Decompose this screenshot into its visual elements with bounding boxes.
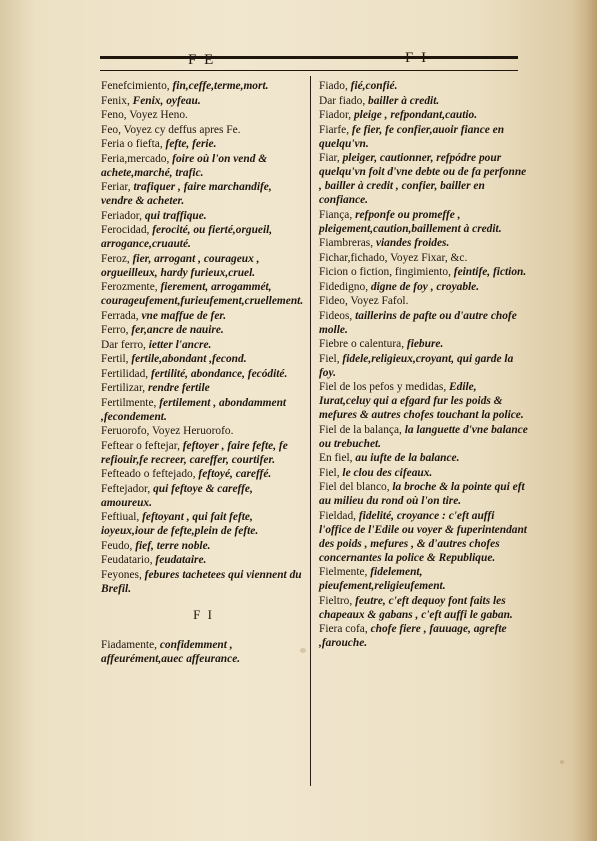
section-heading: F I [193,606,214,622]
entry-text [101,180,306,208]
dictionary-entry [101,439,306,467]
entry-definition: fin,ceffe,terme,mort. [172,80,269,92]
right-entry-list [319,79,529,650]
entry-text [319,94,529,108]
entry-text [101,94,306,108]
entry-text [319,480,529,508]
entry-headword: Fiel de la balança, [319,423,405,436]
entry-headword: Fideo, Voyez Fafol. [319,295,409,307]
entry-headword: Fiarfe, [319,123,352,136]
entry-text [101,108,306,122]
dictionary-entry [101,280,306,308]
entry-headword: Ferocidad, [101,224,153,236]
entry-definition: viandes froides. [375,237,450,249]
entry-headword: Feriador, [101,209,145,222]
entry-text [101,510,306,538]
dictionary-entry [101,309,306,323]
dictionary-entry [319,108,529,122]
entry-definition: fidelité, croyance : c'eft auffi l'office de l'Edile ou voyer & fuperintendant des poids , mefures , & d'autres chofes concernantes la police & Republique. [319,509,527,564]
entry-text [101,638,306,666]
entry-headword: Fertil, [101,353,132,365]
entry-headword: Fiar, [319,152,343,164]
entry-definition: trafiquer , faire marchandife, vendre & acheter. [101,181,272,207]
entry-headword: Feyones, [101,568,145,581]
entry-text [101,424,306,438]
entry-text [319,309,529,337]
entry-headword: Feria o fiefta, [101,138,166,150]
dictionary-entry [319,565,529,593]
dictionary-entry [101,338,306,352]
entry-definition: ietter l'ancre. [148,338,212,351]
entry-text [319,352,529,380]
dictionary-entry [101,137,306,151]
entry-text [101,209,306,223]
entry-headword: Feo, Voyez cy deffus apres Fe. [101,123,241,136]
entry-text [319,337,529,351]
entry-text [319,294,529,308]
dictionary-entry [319,280,529,294]
entry-definition: fidele,religieux,croyant, qui garde la foy. [319,352,514,379]
dictionary-entry [319,480,529,508]
dictionary-entry [101,180,306,208]
dictionary-entry [319,622,529,650]
dictionary-entry [101,482,306,510]
entry-headword: En fiel, [319,452,356,464]
entry-headword: Fiebre o calentura, [319,338,407,350]
entry-headword: Ferro, [101,324,132,336]
entry-definition: fier, arrogant , courageux , orgueilleux, hardy furieux,cruel. [101,252,260,279]
entry-definition: fierement, arrogammét, courageufement,furieufement,cruellement. [101,281,304,307]
entry-text [101,367,306,381]
entry-text [319,208,529,236]
entry-headword: Feroz, [101,252,133,265]
right-column [319,79,529,651]
entry-headword: Feftear o feftejar, [101,439,183,452]
entry-definition: fiebure. [406,338,444,350]
entry-definition: fertilité, abondance, fecódité. [150,367,288,380]
entry-headword: Fieltro, [319,594,356,607]
entry-text [319,79,529,93]
entry-definition: fertilement , abondamment ,fecondement. [101,396,287,423]
entry-text [319,236,529,250]
entry-text [319,423,529,451]
entry-headword: Fiador, [319,109,354,121]
dictionary-entry [101,396,306,424]
entry-text [101,539,306,553]
dictionary-entry [101,223,306,251]
entry-definition: fief, terre noble. [135,539,211,552]
dictionary-entry [101,424,306,438]
dictionary-entry [319,151,529,207]
entry-headword: Feftiual, [101,511,143,523]
entry-definition: la broche & la pointe qui eft au milieu du rond où l'on tire. [319,481,525,507]
entry-text [101,352,306,366]
entry-text [101,79,306,93]
entry-definition: fefte, ferie. [165,138,217,150]
dictionary-entry [319,265,529,279]
dictionary-entry [101,123,306,137]
entry-text [101,309,306,323]
entry-definition: au iufte de la balance. [355,452,460,464]
paper-stain [560,760,564,764]
entry-definition: feudataire. [155,554,207,566]
entry-text [319,108,529,122]
dictionary-entry [101,638,306,666]
entry-text [319,151,529,207]
entry-definition: feftoyé, careffé. [198,468,272,480]
entry-headword: Fiado, [319,80,351,92]
entry-headword: Fertilizar, [101,382,148,394]
entry-definition: fertile,abondant ,fecond. [131,353,247,365]
entry-text [101,467,306,481]
dictionary-entry [101,381,306,395]
entry-headword: Ferrada, [101,309,142,322]
entry-headword: Dar ferro, [101,338,149,351]
entry-headword: Fiambreras, [319,237,376,249]
entry-headword: Fiera cofa, [319,623,371,635]
dictionary-entry [319,451,529,465]
dictionary-entry [101,539,306,553]
dictionary-entry [101,323,306,337]
entry-definition: bailler à credit. [368,94,440,107]
header-right: F I [405,50,429,66]
entry-text [101,137,306,151]
left-column [101,79,306,666]
entry-text [101,381,306,395]
entry-headword: Dar fiado, [319,94,369,107]
entry-definition: qui traffique. [144,209,207,222]
dictionary-entry [101,79,306,93]
entry-text [101,323,306,337]
entry-headword: Ficion o fiction, fingimiento, [319,266,454,278]
entry-definition: fié,confié. [350,80,398,92]
entry-headword: Feno, Voyez Heno. [101,109,188,121]
entry-definition: fer,ancre de nauire. [131,324,224,336]
entry-definition: pleiger, cautionner, refpódre pour quelqu'vn foit d'vne debte ou de fa perfonne , bailler à credit , confier, bailler en confiance. [319,152,527,206]
entry-text [319,380,529,422]
entry-text [101,553,306,567]
entry-headword: Fiel, [319,466,343,479]
dictionary-entry [101,467,306,481]
entry-definition: pleige , refpondant,cautio. [353,109,478,121]
entry-definition: ferocité, ou fierté,orgueil, arrogance,cruauté. [101,224,273,250]
dictionary-entry [101,252,306,280]
dictionary-entry [319,94,529,108]
entry-text [319,265,529,279]
entry-text [101,223,306,251]
dictionary-entry [101,108,306,122]
dictionary-entry [319,423,529,451]
dictionary-entry [319,309,529,337]
entry-text [319,123,529,151]
dictionary-entry [319,294,529,308]
entry-headword: Fieldad, [319,509,359,522]
entry-headword: Ferozmente, [101,281,161,293]
dictionary-entry [319,509,529,565]
entry-headword: Fichar,fichado, Voyez Fixar, &c. [319,251,468,264]
entry-headword: Fiel del blanco, [319,481,393,493]
dictionary-entry [101,367,306,381]
entry-headword: Fefteado o feftejado, [101,468,199,480]
dictionary-entry [319,380,529,422]
entry-headword: Feria,mercado, [101,152,173,165]
entry-definition: le clou des cifeaux. [342,466,433,479]
entry-definition: qui feftoye & careffe, amoureux. [101,482,253,509]
entry-headword: Fertilidad, [101,367,151,380]
entry-text [101,482,306,510]
dictionary-entry [101,209,306,223]
dictionary-entry [319,208,529,236]
entry-text [101,568,306,596]
entry-headword: Fenix, [101,94,133,107]
dictionary-entry [101,152,306,180]
entry-definition: feftoyer , faire fefte, fe refiouir,fe recreer, careffer, courtifer. [101,439,288,466]
dictionary-entry [319,466,529,480]
entry-headword: Feruorofo, Voyez Heruorofo. [101,425,234,437]
entry-text [319,509,529,565]
entry-definition: rendre fertile [148,382,210,394]
entry-definition: confidemment , affeurément,auec affeurance. [101,638,241,665]
dictionary-entry [319,123,529,151]
dictionary-entry [101,568,306,596]
dictionary-entry [319,236,529,250]
entry-text [101,338,306,352]
dictionary-entry [319,251,529,265]
entry-text [101,280,306,308]
left-after-section-list [101,638,306,666]
entry-text [319,565,529,593]
entry-definition: feintife, fiction. [453,266,527,278]
entry-definition: refponfe ou promeffe , pleigement,caution,baillement à credit. [319,208,502,235]
entry-text [319,622,529,650]
entry-text [319,466,529,480]
entry-headword: Feudatario, [101,554,156,566]
entry-text [319,594,529,622]
entry-definition: fe fier, fe confier,auoir fiance en quelqu'vn. [319,123,505,150]
entry-text [101,152,306,180]
left-entry-list [101,79,306,596]
dictionary-entry [101,510,306,538]
entry-headword: Fiança, [319,208,356,221]
entry-definition: feutre, c'eft dequoy font faits les chapeaux & gabans , c'eft auffi le gaban. [319,594,513,621]
entry-headword: Fiel de los pefos y medidas, [319,381,450,393]
entry-headword: Feriar, [101,181,134,193]
dictionary-entry [319,594,529,622]
entry-text [101,123,306,137]
entry-definition: chofe fiere , fauuage, agrefte ,farouche. [319,623,507,649]
entry-headword: Feudo, [101,539,136,552]
entry-definition: Fenix, oyfeau. [132,94,201,107]
entry-definition: la languette d'vne balance ou trebuchet. [319,423,528,450]
entry-headword: Fertilmente, [101,396,160,409]
entry-text [101,252,306,280]
dictionary-entry [319,352,529,380]
entry-definition: taillerins de pafte ou d'autre chofe molle. [319,309,517,336]
entry-headword: Feftejador, [101,482,154,495]
entry-headword: Fideos, [319,309,356,322]
entry-definition: feftoyant , qui fait fefte, ioyeux,iour de fefte,plein de fefte. [101,511,259,537]
entry-definition: fidelement, pieufement,religieufement. [319,566,446,592]
entry-headword: Fenefcimiento, [101,80,173,92]
entry-definition: Edile, Iurat,celuy qui a efgard fur les poids & mefures & autres chofes touchant la police. [319,381,524,421]
column-divider [310,76,311,786]
entry-headword: Fiel, [319,352,343,365]
entry-headword: Fidedigno, [319,280,371,293]
header-left: F E [188,52,216,68]
dictionary-entry [101,352,306,366]
dictionary-entry [319,337,529,351]
page-gutter-shadow [571,0,597,841]
entry-headword: Fielmente, [319,566,371,578]
entry-definition: digne de foy , croyable. [370,280,480,293]
entry-text [319,451,529,465]
entry-definition: vne maffue de fer. [141,309,227,322]
entry-definition: febures tachetees qui viennent du Brefil. [101,568,302,595]
entry-text [319,251,529,265]
dictionary-entry [101,553,306,567]
entry-text [101,439,306,467]
dictionary-entry [319,79,529,93]
entry-definition: foire où l'on vend & achete,marché, trafic. [101,152,268,179]
dictionary-entry [101,94,306,108]
entry-text [319,280,529,294]
running-header [100,52,520,74]
entry-text [101,396,306,424]
entry-headword: Fiadamente, [101,638,160,651]
